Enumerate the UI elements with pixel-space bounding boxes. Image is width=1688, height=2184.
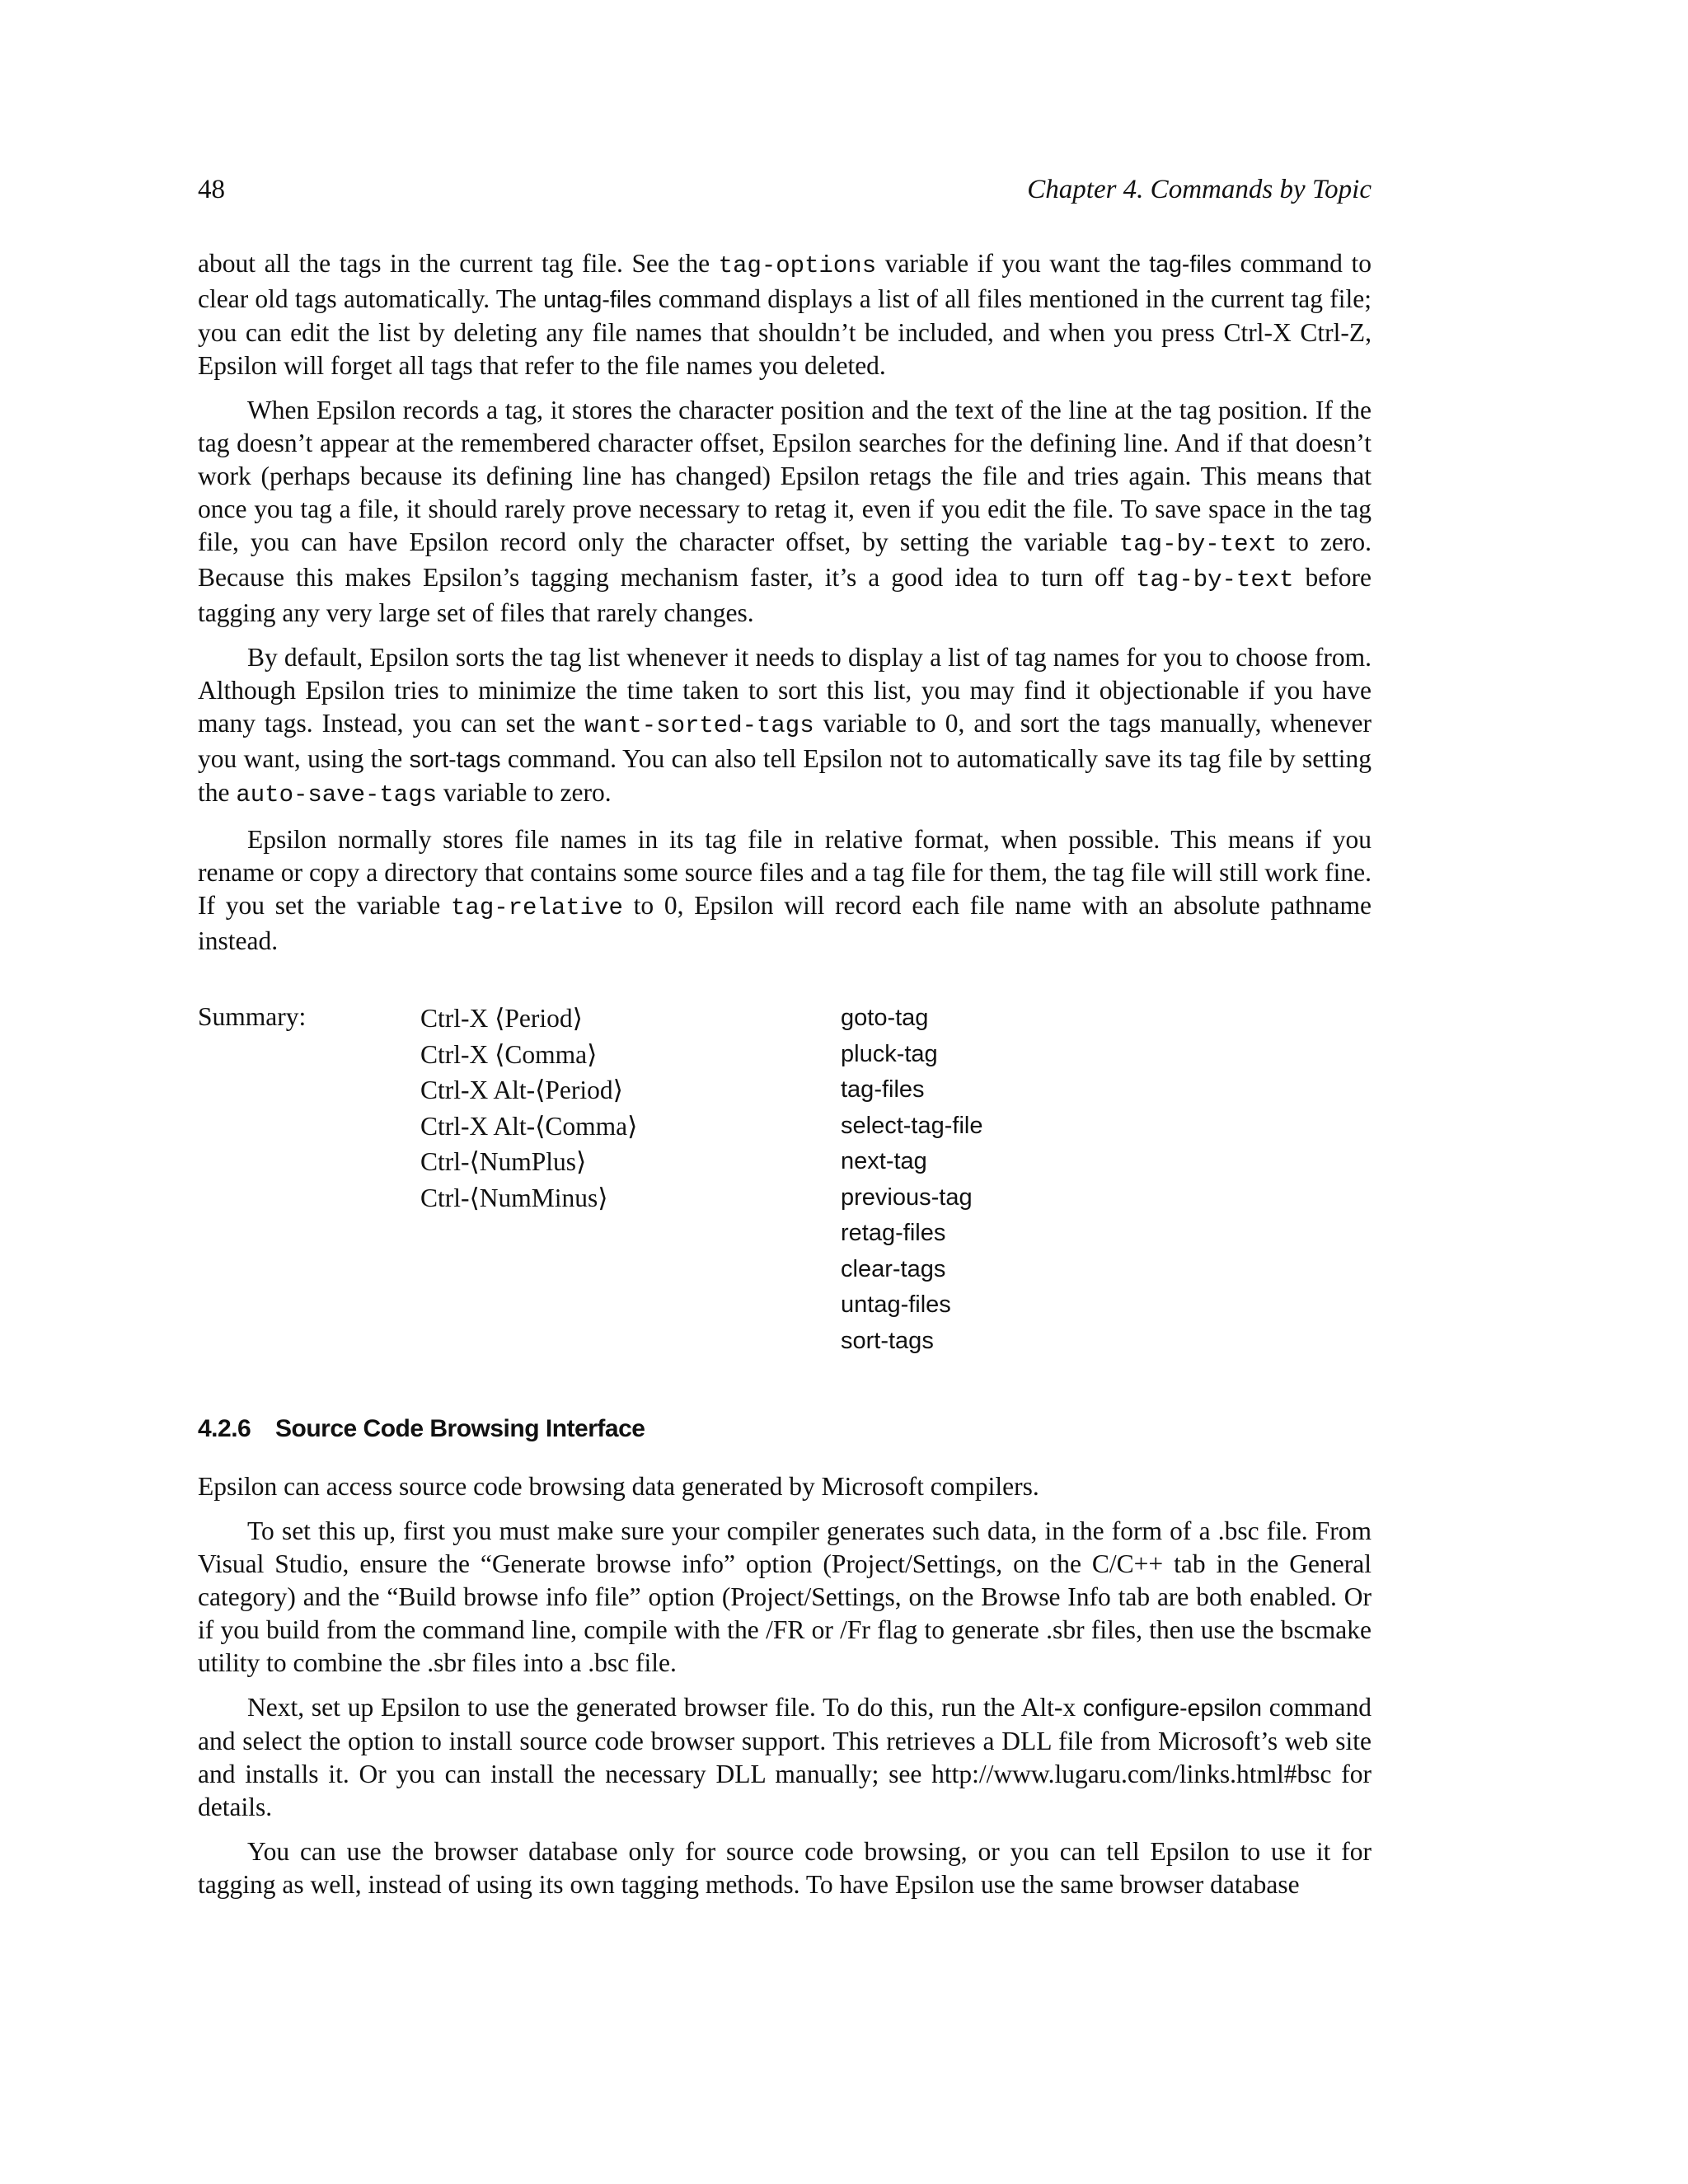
paragraph-2 <box>198 394 1372 630</box>
text: about all the tags in the current tag file. See the <box>198 249 719 278</box>
command-name: goto-tag <box>841 1005 929 1031</box>
text: command and select the option to install source code browser support. This retrieves a DLL file from Microsoft’s web site and installs it. Or you can install the necessary DLL manually; see http://www.lugaru.com/links.html#bsc for details. <box>198 1693 1372 1821</box>
key-binding: Ctrl-⟨NumMinus⟩ <box>420 1183 608 1212</box>
text: variable to zero. <box>437 778 612 807</box>
text: variable to 0, and sort the tags manually, whenever you want, using the <box>198 709 1372 773</box>
key-binding: Ctrl-X Alt-⟨Period⟩ <box>420 1076 623 1104</box>
code-tag-by-text: tag-by-text <box>1136 566 1294 593</box>
code-want-sorted-tags: want-sorted-tags <box>584 712 814 739</box>
page-header <box>198 173 1372 209</box>
command-name: previous-tag <box>841 1183 973 1211</box>
paragraph-1 <box>198 247 1372 382</box>
section-number: 4.2.6 <box>198 1415 251 1442</box>
text: command to clear old tags automatically. The <box>198 249 1372 313</box>
key-binding: Ctrl-X ⟨Period⟩ <box>420 1004 583 1033</box>
chapter-title: Chapter 4. Commands by Topic <box>1027 175 1372 204</box>
command-name: next-tag <box>841 1148 927 1174</box>
paragraph-4 <box>198 823 1372 958</box>
text: By default, Epsilon sorts the tag list whenever it needs to display a list of tag names for you to choose from. Although Epsilon tries to minimize the time taken to sort this list, you may find it objectionable if you have many tags. Instead, you can set the <box>198 643 1372 738</box>
summary-keys <box>420 1001 637 1216</box>
key-binding: Ctrl-⟨NumPlus⟩ <box>420 1147 587 1176</box>
summary-commands <box>841 1001 982 1359</box>
command-name: retag-files <box>841 1220 946 1246</box>
paragraph-8: You can use the browser database only for source code browsing, or you can tell Epsilon to use it for tagging as well, instead of using its own tagging methods. To have Epsilon use the same browser database <box>198 1837 1372 1899</box>
text: Epsilon normally stores file names in its tag file in relative format, when possible. This means if you rename or copy a directory that contains some source files and a tag file for them, the tag file will still work fine. If you set the variable <box>198 825 1372 920</box>
text: command displays a list of all files mentioned in the current tag file; you can edit the list by deleting any file names that shouldn’t be included, and when you press Ctrl-X Ctrl-Z, Epsilon will forget all tags that refer to the file names you deleted. <box>198 284 1372 380</box>
command-name: clear-tags <box>841 1255 946 1282</box>
key-binding: Ctrl-X Alt-⟨Comma⟩ <box>420 1111 638 1141</box>
page-body <box>198 247 1372 1913</box>
text: variable if you want the <box>876 249 1150 278</box>
paragraph-3 <box>198 641 1372 812</box>
command-configure-epsilon: configure-epsilon <box>1082 1695 1262 1722</box>
text: Next, set up Epsilon to use the generated browser file. To do this, run the Alt-x <box>247 1693 1083 1722</box>
summary-table <box>198 1001 1372 1371</box>
paragraph-5: Epsilon can access source code browsing data generated by Microsoft compilers. <box>198 1472 1039 1501</box>
paragraph-6: To set this up, first you must make sure your compiler generates such data, in the form of a .bsc file. From Visual Studio, ensure the “Generate browse info” option (Project/Settings, on the C/C++ tab in the General category) and the “Build browse info file” option (Project/Settings, on the Browse Info tab are both enabled. Or if you build from the command line, compile with the /FR or /Fr flag to generate .sbr files, then use the bscmake utility to combine the .sbr files into a .bsc file. <box>198 1516 1372 1677</box>
code-auto-save-tags: auto-save-tags <box>236 781 437 808</box>
command-tag-files: tag-files <box>1149 251 1232 278</box>
page-number: 48 <box>198 175 225 204</box>
command-name: select-tag-file <box>841 1112 983 1139</box>
text: When Epsilon records a tag, it stores the character position and the text of the line at the tag position. If the tag doesn’t appear at the remembered character offset, Epsilon searches for the defining line. And if that doesn’t work (perhaps because its defining line has changed) Epsilon retags the file and tries again. This means that once you tag a file, it should rarely prove necessary to retag it, even if you edit the file. To save space in the tag file, you can have Epsilon record only the character offset, by setting the variable <box>198 396 1372 556</box>
text: before tagging any very large set of files that rarely changes. <box>198 563 1372 627</box>
text: to 0, Epsilon will record each file name with an absolute pathname instead. <box>198 891 1372 955</box>
code-tag-by-text: tag-by-text <box>1118 531 1278 558</box>
text: to zero. Because this makes Epsilon’s tagging mechanism faster, it’s a good idea to turn off <box>198 527 1372 592</box>
code-tag-options: tag-options <box>718 252 877 279</box>
command-name: sort-tags <box>841 1327 934 1354</box>
command-name: pluck-tag <box>841 1040 938 1067</box>
command-untag-files: untag-files <box>543 287 652 313</box>
command-name: tag-files <box>841 1076 925 1103</box>
paragraph-7 <box>198 1691 1372 1824</box>
summary-label: Summary: <box>198 1002 307 1031</box>
text: command. You can also tell Epsilon not to automatically save its tag file by setting the <box>198 744 1372 807</box>
code-tag-relative: tag-relative <box>451 894 623 921</box>
section-title: Source Code Browsing Interface <box>275 1415 645 1442</box>
command-sort-tags: sort-tags <box>409 747 501 773</box>
command-name: untag-files <box>841 1291 951 1318</box>
key-binding: Ctrl-X ⟨Comma⟩ <box>420 1039 598 1069</box>
section-heading <box>198 1413 1372 1446</box>
